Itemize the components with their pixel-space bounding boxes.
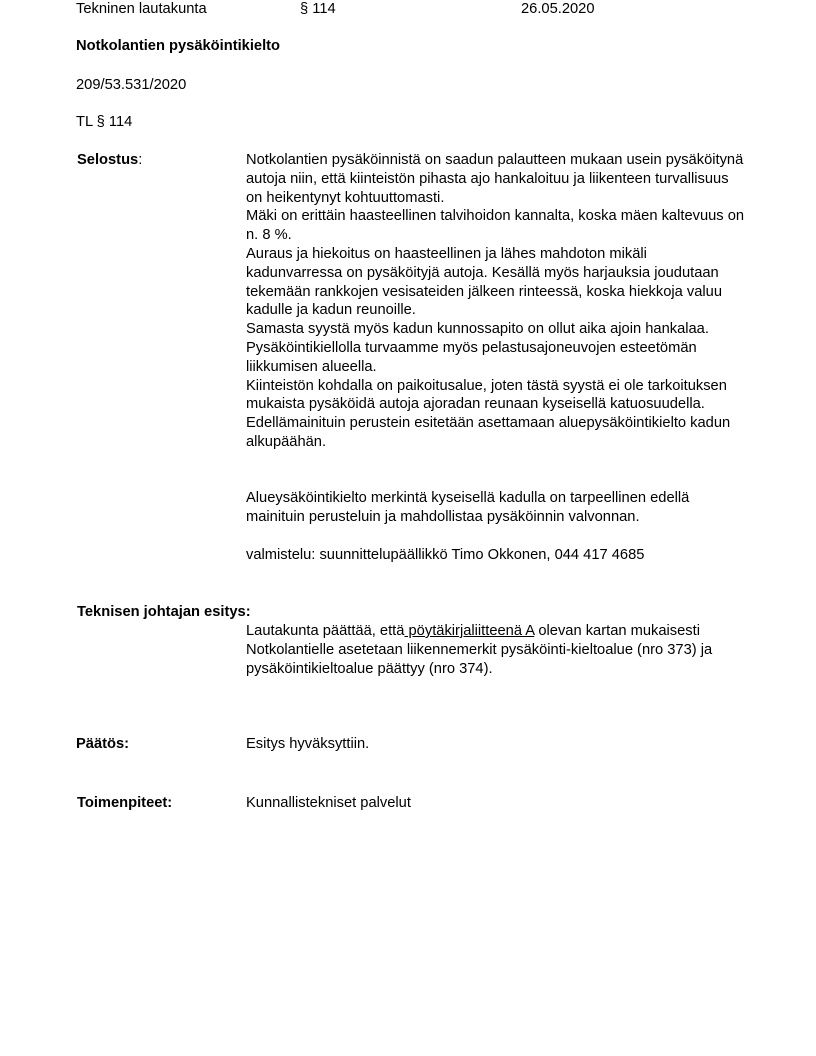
selostus-heading xyxy=(77,151,142,170)
record-id: 209/53.531/2020 xyxy=(76,77,187,93)
selostus-colon: : xyxy=(138,152,143,168)
paatos-label: Päätös: xyxy=(76,736,130,752)
selostus-paragraph: Edellämainituin perustein esitetään asettamaan aluepysäköintikielto kadun alkupäähän. xyxy=(246,415,731,450)
header-date: 26.05.2020 xyxy=(521,1,595,17)
selostus-paragraph: Samasta syystä myös kadun kunnossapito on ollut aika ajoin hankalaa. Pysäköintikiellolla turvaamme myös pelastusajoneuvojen esteetömän liikkumisen alueella. xyxy=(246,321,709,375)
toimenpiteet-label: Toimenpiteet: xyxy=(77,795,173,811)
selostus-body xyxy=(246,151,746,452)
header-committee: Tekninen lautakunta xyxy=(76,1,207,17)
selostus-paragraph: Mäki on erittäin haasteellinen talvihoidon kannalta, koska mäen kaltevuus on n. 8 %. xyxy=(246,208,745,244)
selostus-paragraph: Kiinteistön kohdalla on paikoitusalue, joten tästä syystä ei ole tarkoituksen mukaista pysäköidä autoja ajoradan reunaan kyseisellä katuosuudella. xyxy=(246,377,727,413)
header-section: § 114 xyxy=(300,1,336,17)
selostus-paragraph: Notkolantien pysäköinnistä on saadun palautteen mukaan usein pysäköitynä autoja niin, että kiinteistön pihasta ajo hankaloituu ja liikenteen turvallisuus on heikentynyt kohtuuttomasti. xyxy=(246,152,744,206)
selostus-paragraph: Auraus ja hiekoitus on haasteellinen ja lähes mahdoton mikäli kadunvarressa on pysäköityjä autoja. Kesällä myös harjauksia joudutaan tekemään rankkojen vesisateiden jälkeen rinteessä, koska hiekkoja valuu kadulle ja kadun reunoille. xyxy=(246,245,722,319)
preparer-line: valmistelu: suunnittelupäällikkö Timo Okkonen, 044 417 4685 xyxy=(246,547,645,563)
esitys-body xyxy=(246,622,746,678)
attachment-link[interactable]: pöytäkirjaliitteenä A xyxy=(404,623,535,639)
paatos-text: Esitys hyväksyttiin. xyxy=(246,736,370,752)
esitys-text-before: Lautakunta päättää, että xyxy=(246,623,405,639)
selostus-conclusion: Alueysäköintikielto merkintä kyseisellä kadulla on tarpeellinen edellä mainituin perusteluin ja mahdollistaa pysäköinnin valvonnan. xyxy=(246,490,690,525)
esitys-label: Teknisen johtajan esitys: xyxy=(77,604,251,620)
selostus-label: Selostus xyxy=(77,152,139,168)
esitys-text-after: olevan kartan mukaisesti Notkolantielle asetetaan liikennemerkit pysäköinti-kieltoalue (nro 373) ja pysäköintikieltoalue päättyy (nro 374). xyxy=(246,623,713,677)
toimenpiteet-text: Kunnallistekniset palvelut xyxy=(246,795,411,811)
reference: TL § 114 xyxy=(76,114,133,130)
document-title: Notkolantien pysäköintikielto xyxy=(76,38,281,54)
